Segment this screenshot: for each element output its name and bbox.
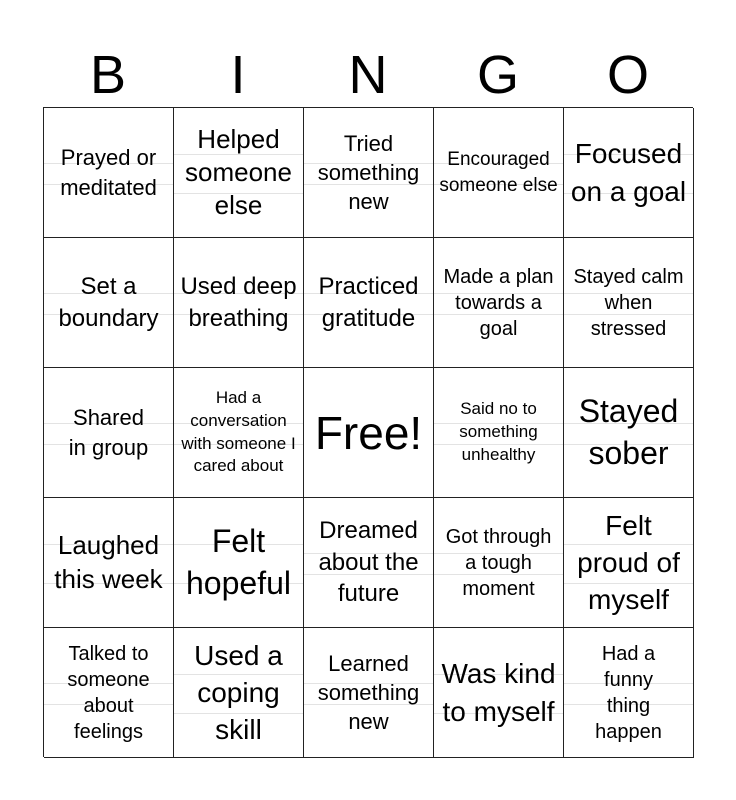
cell-label: Had a funny thing happen [595,642,662,743]
bingo-cell[interactable] [44,628,174,758]
cell-label: Made a plan towards a goal [443,265,554,340]
bingo-cell[interactable] [44,498,174,628]
bingo-cell[interactable] [304,498,434,628]
cell-label: Dreamed about the future [318,516,419,608]
bingo-cell[interactable] [174,628,304,758]
free-space-label: Free! [314,406,423,459]
header-letter-n: N [348,45,388,105]
cell-label: Learned something new [317,650,420,735]
bingo-cell[interactable] [304,238,434,368]
bingo-cell[interactable] [564,238,694,368]
cell-label: Used deep breathing [180,272,297,332]
cell-label: Stayed sober [578,392,679,471]
cell-label: Said no to something unhealthy [459,399,538,464]
header-letter-g: G [476,45,519,105]
header-letter-b: B [89,45,127,105]
bingo-cell[interactable] [564,498,694,628]
cell-label: Tried something new [317,130,420,215]
bingo-cell[interactable] [44,368,174,498]
cell-label: Used a coping skill [194,639,283,746]
bingo-grid [43,107,693,757]
bingo-cell[interactable] [44,108,174,238]
cell-label: Prayed or meditated [60,145,157,200]
bingo-cell[interactable] [434,628,564,758]
bingo-cell[interactable] [564,628,694,758]
cell-label: Set a boundary [58,272,159,332]
cell-label: Encouraged someone else [439,148,558,196]
bingo-cell[interactable] [434,108,564,238]
free-space-cell[interactable] [304,368,434,498]
cell-label: Focused on a goal [570,138,687,207]
cell-label: Had a conversation with someone I cared about [181,387,296,476]
cell-label: Talked to someone about feelings [67,642,150,743]
bingo-cell[interactable] [434,368,564,498]
header-letter-o: O [606,45,649,105]
cell-label: Felt hopeful [186,522,291,601]
bingo-cell[interactable] [434,498,564,628]
bingo-cell[interactable] [174,108,304,238]
bingo-cell[interactable] [564,108,694,238]
bingo-header [43,44,693,106]
cell-label: Got through a tough moment [445,525,552,600]
bingo-cell[interactable] [434,238,564,368]
bingo-cell[interactable] [564,368,694,498]
cell-label: Felt proud of myself [577,509,680,616]
bingo-cell[interactable] [304,628,434,758]
cell-label: Stayed calm when stressed [573,265,684,340]
bingo-cell[interactable] [44,238,174,368]
cell-label: Shared in group [68,405,149,460]
cell-label: Was kind to myself [441,658,556,727]
cell-label: Helped someone else [185,123,292,221]
bingo-cell[interactable] [174,368,304,498]
header-letter-i: I [230,45,246,105]
cell-label: Laughed this week [54,530,163,594]
bingo-cell[interactable] [174,238,304,368]
cell-label: Practiced gratitude [318,272,419,332]
bingo-cell[interactable] [174,498,304,628]
bingo-cell[interactable] [304,108,434,238]
